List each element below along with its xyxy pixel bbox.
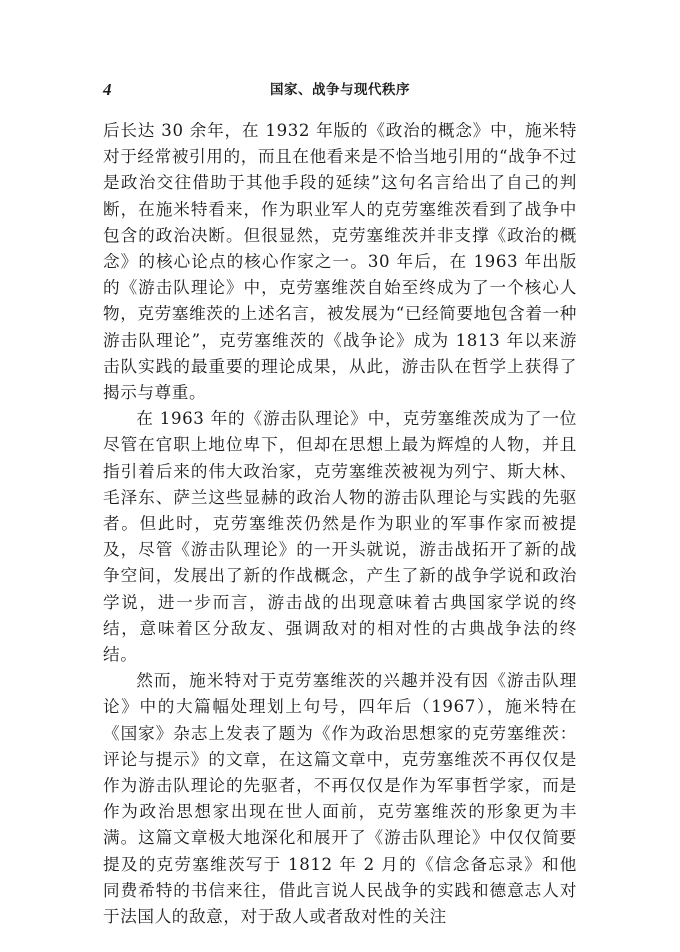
paragraph-2: 在 1963 年的《游击队理论》中，克劳塞维茨成为了一位尽管在官职上地位卑下，但却在思想上最为辉煌的人物，并且指引着后来的伟大政治家，克劳塞维茨被视为列宁、斯大林、毛泽东、萨兰这些显赫的政治人物的游击队理论与实践的先驱者。但此时，克劳塞维茨仍然是作为职业的军事作家而被提及，尽管《游击队理论》的一开头就说，游击战拓开了新的战争空间，发展出了新的作战概念，产生了新的战争学说和政治学说，进一步而言，游击战的出现意味着古典国家学说的终结，意味着区分敌友、强调敌对的相对性的古典战争法的终结。 bbox=[103, 409, 577, 665]
running-title: 国家、战争与现代秩序 bbox=[270, 82, 410, 98]
page-header bbox=[103, 80, 577, 104]
page-number: 4 bbox=[103, 80, 112, 99]
body-text bbox=[103, 118, 577, 930]
paragraph-3: 然而，施米特对于克劳塞维茨的兴趣并没有因《游击队理论》中的大篇幅处理划上句号，四年后（1967），施米特在《国家》杂志上发表了题为《作为政治思想家的克劳塞维茨：评论与提示》的文章，在这篇文章中，克劳塞维茨不再仅仅是作为游击队理论的先驱者，不再仅仅是作为军事哲学家，而是作为政治思想家出现在世人面前，克劳塞维茨的形象更为丰满。这篇文章极大地深化和展开了《游击队理论》中仅仅简要提及的克劳塞维茨写于 1812 年 2 月的《信念备忘录》和他同费希特的书信来往，借此言说人民战争的实践和德意志人对于法国人的敌意，对于敌人或者敌对性的关注 bbox=[103, 671, 577, 927]
paragraph-1: 后长达 30 余年，在 1932 年版的《政治的概念》中，施米特对于经常被引用的，而且在他看来是不恰当地引用的“战争不过是政治交往借助于其他手段的延续”这句名言给出了自己的判断，在施米特看来，作为职业军人的克劳塞维茨看到了战争中包含的政治决断。但很显然，克劳塞维茨并非支撑《政治的概念》的核心论点的核心作家之一。30 年后，在 1963 年出版的《游击队理论》中，克劳塞维茨自始至终成为了一个核心人物，克劳塞维茨的上述名言，被发展为“已经简要地包含着一种游击队理论”，克劳塞维茨的《战争论》成为 1813 年以来游击队实践的最重要的理论成果，从此，游击队在哲学上获得了揭示与尊重。 bbox=[103, 121, 577, 403]
